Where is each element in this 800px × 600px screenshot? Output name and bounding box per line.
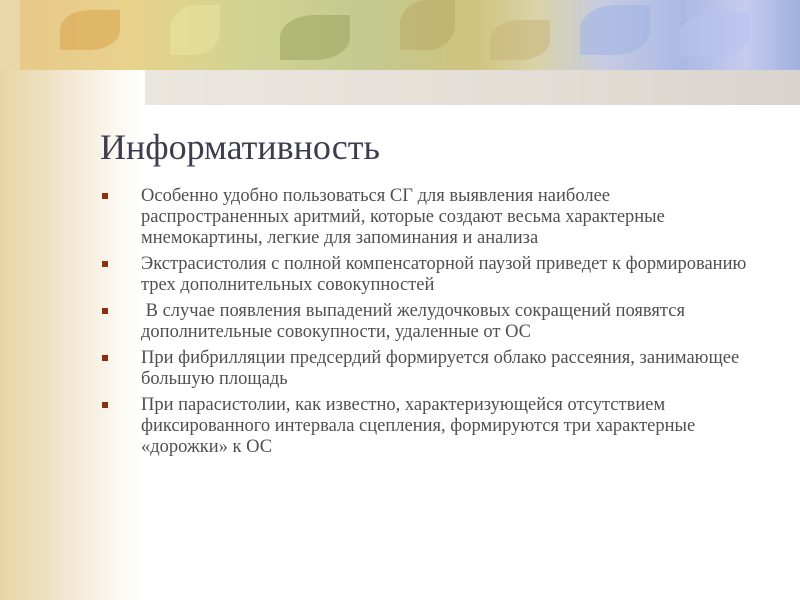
leaf-shape [400,0,455,50]
bullet-text: В случае появления выпадений желудочковых сокращений появятся дополнительные совокупности, удаленные от ОС [141,301,690,342]
slide-title: Информативность [100,127,380,167]
bullet-list [100,186,760,463]
banner-left-bar [0,0,20,70]
list-item [100,186,760,249]
list-item [100,254,760,296]
square-bullet-icon [102,355,108,361]
leaf-shape [490,20,550,60]
list-item [100,395,760,458]
autumn-leaves-banner [0,0,800,105]
leaf-shape [60,10,120,50]
bullet-text: При фибрилляции предсердий формируется облако рассеяния, занимающее большую площадь [141,348,740,389]
square-bullet-icon [102,193,108,199]
bullet-text: Экстрасистолия с полной компенсаторной паузой приведет к формированию трех дополнительных совокупностей [141,254,747,295]
list-item [100,301,760,343]
bullet-text: Особенно удобно пользоваться СГ для выявления наиболее распространенных аритмий, которые создают весьма характерные мнемокартины, легкие для запоминания и анализа [141,186,665,248]
square-bullet-icon [102,402,108,408]
square-bullet-icon [102,308,108,314]
square-bullet-icon [102,261,108,267]
leaf-shape [680,12,750,57]
leaf-shape [580,5,650,55]
banner-gray-band [145,70,800,105]
bullet-text: При парасистолии, как известно, характеризующейся отсутствием фиксированного интервала сцепления, формируются три характерные «дорожки» к ОС [141,395,696,457]
list-item [100,348,760,390]
leaf-shape [170,5,220,55]
leaf-shape [280,15,350,60]
banner-photo-strip [20,0,800,70]
